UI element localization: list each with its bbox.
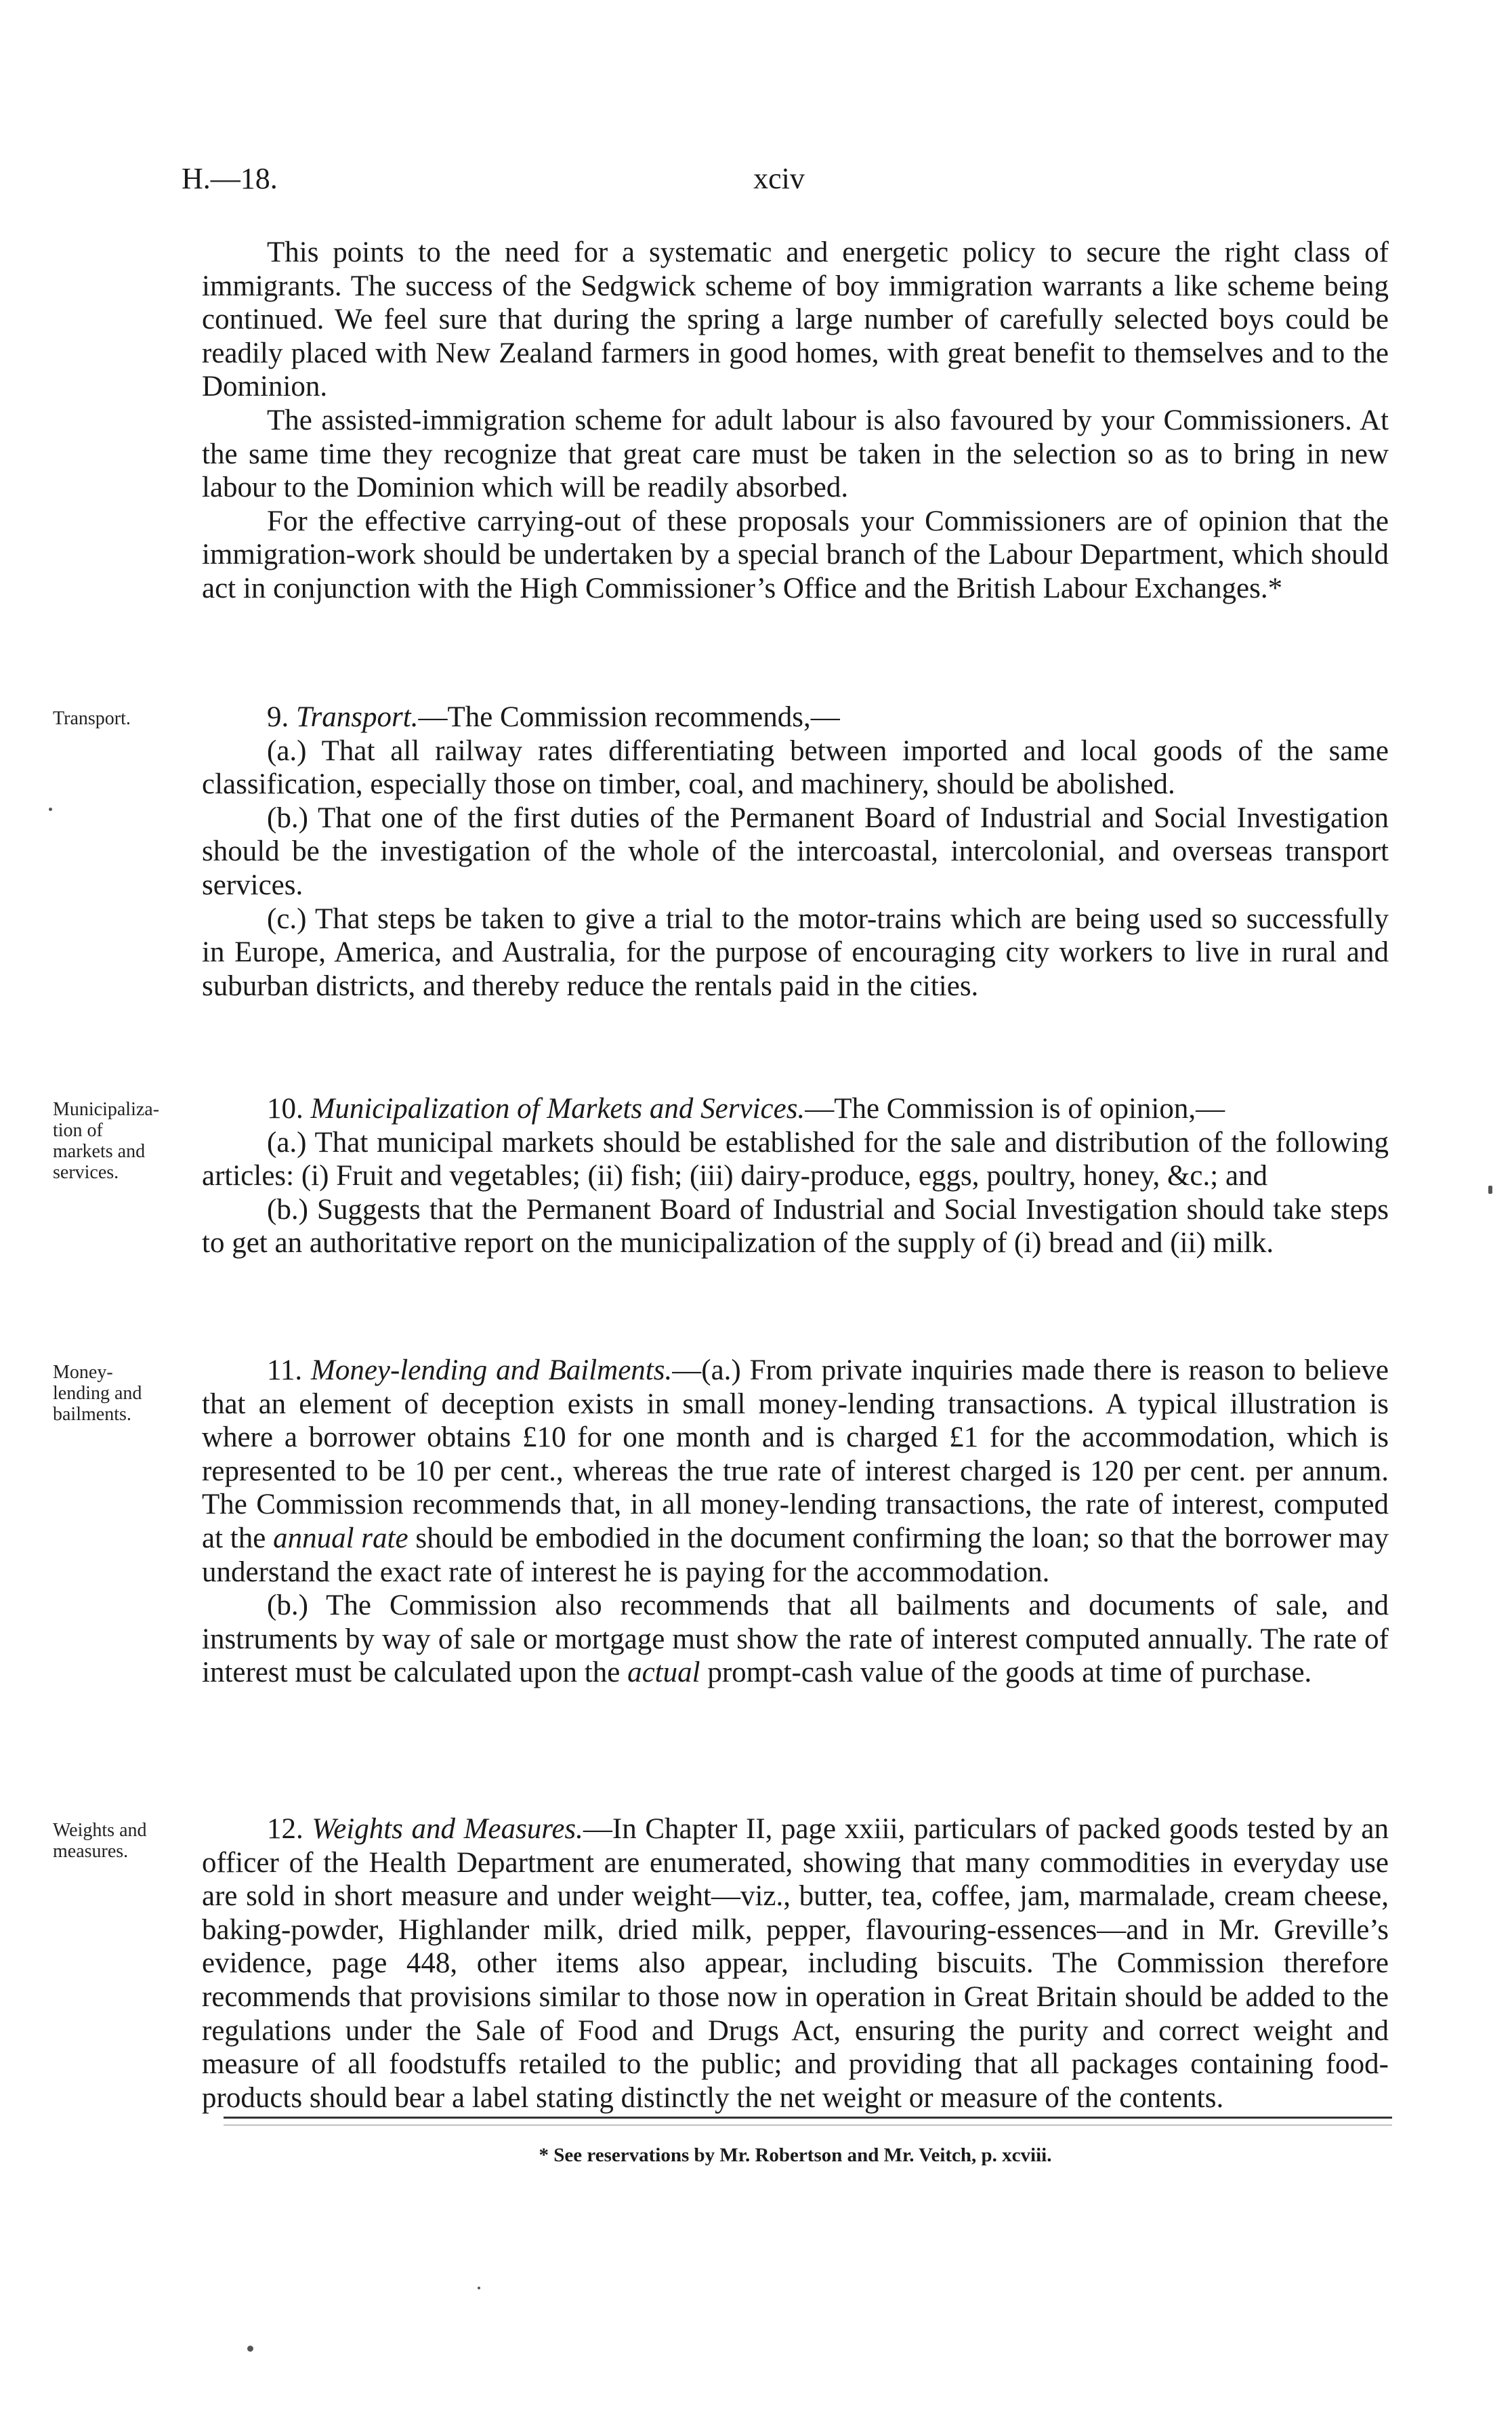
section-title: Municipalization of Markets and Services.: [310, 1093, 805, 1125]
margin-note-money-lending: Money- lending and bailments.: [53, 1362, 142, 1425]
clause-a: (a.) That all railway rates differentiating between imported and local goods of the same classification, especially those on timber, coal, and machinery, should be abolished.: [202, 734, 1389, 801]
section-lead: —The Commission recommends,—: [418, 701, 840, 733]
section-9-transport: [202, 701, 1389, 1003]
scan-speck: [478, 2287, 480, 2289]
scan-speck: [247, 2346, 253, 2352]
margin-note-transport: Transport.: [53, 708, 131, 729]
section-text: —In Chapter II, page xxiii, particulars of packed goods tested by an officer of the Health Department are enumerated, showing that many commodities in everyday use are sold in short measure and under weight—viz., butter, tea, coffee, jam, marmalade, cream cheese, baking-powder, Highlander milk, dried milk, pepper, flavouring-essences—and in Mr. Greville’s evidence, page 448, other items also appear, including biscuits. The Commission therefore recommends that provisions similar to those now in operation in Great Britain should be added to the regulations under the Sale of Food and Drugs Act, ensuring the purity and correct weight and measure of all foodstuffs retailed to the public; and providing that all packages containing food-products should bear a label stating distinctly the net weight or measure of the contents.: [202, 1813, 1389, 2114]
clause-b: (b.) That one of the first duties of the Permanent Board of Industrial and Social Investigation should be the investigation of the whole of the intercoastal, intercolonial, and overseas transport services.: [202, 802, 1389, 901]
paragraph: This points to the need for a systematic and energetic policy to secure the right class of immigrants. The success of the Sedgwick scheme of boy immigration warrants a like scheme being continued. We feel sure that during the spring a large number of carefully selected boys could be readily placed with New Zealand farmers in good homes, with great benefit to themselves and to the Dominion.: [202, 236, 1389, 403]
footnote-rule: [224, 2117, 1392, 2119]
paragraph: For the effective carrying-out of these proposals your Commissioners are of opinion that the immigration-work should be undertaken by a special branch of the Labour Department, which should act in conjunction with the High Commissioner’s Office and the British Labour Exchanges.*: [202, 505, 1389, 604]
immigration-section: [202, 236, 1389, 606]
section-number: 9.: [267, 701, 289, 733]
section-number: 11.: [267, 1354, 303, 1386]
emphasis: annual rate: [273, 1522, 408, 1554]
emphasis: actual: [627, 1657, 700, 1689]
section-12-weights: [202, 1812, 1389, 2115]
margin-note-weights: Weights and measures.: [53, 1820, 147, 1862]
clause-b: (b.) Suggests that the Permanent Board of Industrial and Social Investigation should take steps to get an authoritative report on the municipalization of the supply of (i) bread and (ii) milk.: [202, 1193, 1389, 1260]
page-reference: H.—18.: [182, 162, 278, 195]
section-number: 12.: [267, 1813, 303, 1845]
section-11-money-lending: [202, 1354, 1389, 1690]
scan-speck: [1488, 1186, 1492, 1194]
paragraph: The assisted-immigration scheme for adult labour is also favoured by your Commissioners. At the same time they recognize that great care must be taken in the selection so as to bring in new labour to the Dominion which will be readily absorbed.: [202, 404, 1389, 504]
section-title: Money-lending and Bailments.: [311, 1354, 673, 1386]
clause-c: (c.) That steps be taken to give a trial to the motor-trains which are being used so successfully in Europe, America, and Australia, for the purpose of encouraging city workers to live in rural and suburban districts, and thereby reduce the rentals paid in the cities.: [202, 902, 1389, 1002]
section-title: Transport.: [296, 701, 419, 733]
section-number: 10.: [267, 1093, 303, 1125]
section-10-municipalization: [202, 1092, 1389, 1260]
scan-speck: [49, 808, 52, 811]
clause-b-text: (b.) The Commission also recommends that all bailments and documents of sale, and instruments by way of sale or mortgage must show the rate of interest computed annually. The rate of interest must be calculated upon the: [202, 1589, 1389, 1689]
clause-a-text: —(a.) From private inquiries made there is reason to believe that an element of deception exists in small money-lending transactions. A typical illustration is where a borrower obtains £10 for one month and is charged £1 for the accommodation, which is represented to be 10 per cent., whereas the true rate of interest charged is 120 per cent. per annum. The Commission recommends that, in all money-lending transactions, the rate of interest, computed at the: [202, 1354, 1389, 1554]
footnote: * See reservations by Mr. Robertson and Mr. Veitch, p. xcviii.: [539, 2144, 1052, 2166]
clause-a: (a.) That municipal markets should be established for the sale and distribution of the following articles: (i) Fruit and vegetables; (ii) fish; (iii) dairy-produce, eggs, poultry, honey, &c.; and: [202, 1126, 1389, 1192]
page-number: xciv: [753, 162, 805, 195]
section-title: Weights and Measures.: [312, 1813, 583, 1845]
section-lead: —The Commission is of opinion,—: [805, 1093, 1225, 1125]
clause-a-text: should be embodied in the document confirming the loan; so that the borrower may understand the exact rate of interest he is paying for the accommodation.: [202, 1522, 1389, 1588]
clause-b-text: prompt-cash value of the goods at time of purchase.: [707, 1657, 1312, 1689]
margin-note-municipalization: Municipaliza- tion of markets and services.: [53, 1099, 160, 1183]
